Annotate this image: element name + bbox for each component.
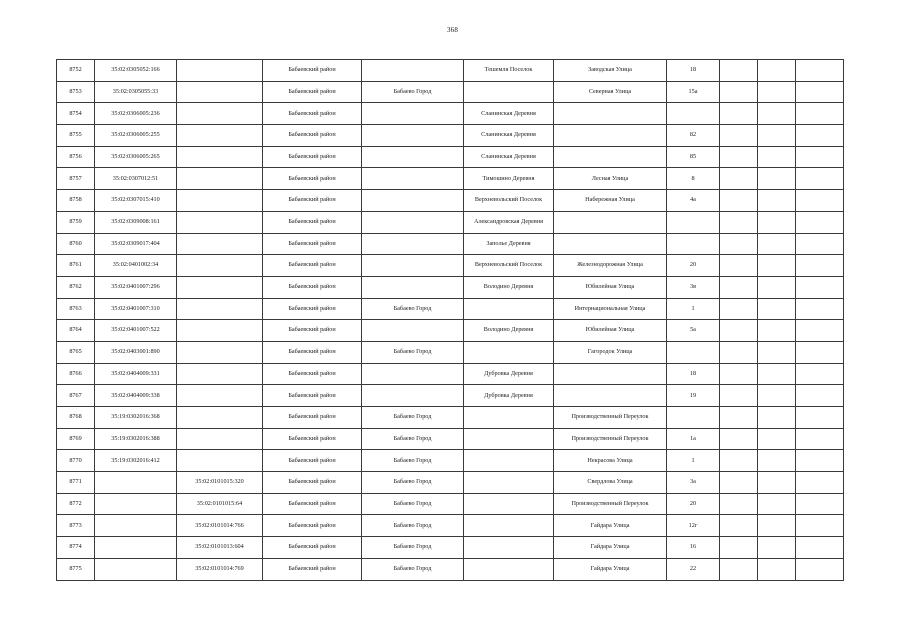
- cadastral-number-alt-cell: [177, 146, 263, 168]
- table-row: [57, 493, 844, 515]
- extra-cell-1: [720, 146, 758, 168]
- extra-cell-3: [796, 493, 844, 515]
- city-cell: [362, 320, 464, 342]
- table-row: [57, 190, 844, 212]
- cadastral-number-alt-cell: 35:02:0101014:769: [177, 558, 263, 580]
- district-cell: Бабаевский район: [263, 103, 362, 125]
- table-row: [57, 472, 844, 494]
- row-number-cell: 8752: [57, 60, 95, 82]
- extra-cell-3: [796, 81, 844, 103]
- street-cell: Гайдара Улица: [554, 537, 667, 559]
- extra-cell-2: [758, 255, 796, 277]
- settlement-cell: [464, 81, 554, 103]
- cadastral-number-cell: [95, 515, 177, 537]
- house-number-cell: 19: [667, 385, 720, 407]
- city-cell: Бабаево Город: [362, 450, 464, 472]
- street-cell: [554, 233, 667, 255]
- extra-cell-3: [796, 298, 844, 320]
- registry-table-body: [57, 60, 844, 581]
- table-row: [57, 103, 844, 125]
- row-number-cell: 8763: [57, 298, 95, 320]
- extra-cell-1: [720, 190, 758, 212]
- table-row: [57, 168, 844, 190]
- house-number-cell: 1: [667, 450, 720, 472]
- district-cell: Бабаевский район: [263, 493, 362, 515]
- city-cell: [362, 211, 464, 233]
- table-row: [57, 276, 844, 298]
- house-number-cell: [667, 407, 720, 429]
- district-cell: Бабаевский район: [263, 81, 362, 103]
- extra-cell-2: [758, 428, 796, 450]
- extra-cell-3: [796, 558, 844, 580]
- district-cell: Бабаевский район: [263, 558, 362, 580]
- city-cell: Бабаево Город: [362, 515, 464, 537]
- cadastral-number-cell: [95, 493, 177, 515]
- table-row: [57, 125, 844, 147]
- district-cell: Бабаевский район: [263, 233, 362, 255]
- district-cell: Бабаевский район: [263, 211, 362, 233]
- city-cell: [362, 276, 464, 298]
- city-cell: [362, 363, 464, 385]
- row-number-cell: 8761: [57, 255, 95, 277]
- settlement-cell: [464, 558, 554, 580]
- street-cell: Производственный Переулок: [554, 428, 667, 450]
- extra-cell-2: [758, 190, 796, 212]
- extra-cell-2: [758, 493, 796, 515]
- extra-cell-3: [796, 190, 844, 212]
- row-number-cell: 8753: [57, 81, 95, 103]
- cadastral-number-alt-cell: 35:02:0101013:604: [177, 537, 263, 559]
- cadastral-number-cell: [95, 558, 177, 580]
- settlement-cell: Тешемля Поселок: [464, 60, 554, 82]
- cadastral-number-cell: 35:02:0307012:51: [95, 168, 177, 190]
- city-cell: Бабаево Город: [362, 558, 464, 580]
- cadastral-number-alt-cell: [177, 103, 263, 125]
- house-number-cell: 85: [667, 146, 720, 168]
- cadastral-number-alt-cell: 35:02:0101015:320: [177, 472, 263, 494]
- street-cell: Набережная Улица: [554, 190, 667, 212]
- cadastral-number-cell: 35:02:0306005:265: [95, 146, 177, 168]
- city-cell: [362, 190, 464, 212]
- house-number-cell: 16: [667, 537, 720, 559]
- settlement-cell: Володино Деревня: [464, 320, 554, 342]
- settlement-cell: Дубровка Деревня: [464, 385, 554, 407]
- table-row: [57, 298, 844, 320]
- settlement-cell: [464, 341, 554, 363]
- house-number-cell: [667, 233, 720, 255]
- row-number-cell: 8757: [57, 168, 95, 190]
- street-cell: Интернациональная Улица: [554, 298, 667, 320]
- street-cell: Свердлова Улица: [554, 472, 667, 494]
- city-cell: [362, 60, 464, 82]
- extra-cell-3: [796, 320, 844, 342]
- street-cell: [554, 211, 667, 233]
- city-cell: [362, 125, 464, 147]
- cadastral-number-cell: 35:02:0309017:404: [95, 233, 177, 255]
- extra-cell-3: [796, 450, 844, 472]
- extra-cell-1: [720, 298, 758, 320]
- house-number-cell: [667, 103, 720, 125]
- cadastral-number-cell: 35:02:0401002:34: [95, 255, 177, 277]
- city-cell: [362, 255, 464, 277]
- extra-cell-1: [720, 363, 758, 385]
- settlement-cell: [464, 515, 554, 537]
- cadastral-number-alt-cell: [177, 363, 263, 385]
- extra-cell-1: [720, 168, 758, 190]
- city-cell: [362, 103, 464, 125]
- street-cell: [554, 103, 667, 125]
- house-number-cell: 5а: [667, 320, 720, 342]
- cadastral-number-cell: 35:02:0306005:236: [95, 103, 177, 125]
- city-cell: [362, 146, 464, 168]
- extra-cell-3: [796, 472, 844, 494]
- extra-cell-2: [758, 320, 796, 342]
- extra-cell-1: [720, 428, 758, 450]
- street-cell: Лесная Улица: [554, 168, 667, 190]
- cadastral-number-alt-cell: [177, 428, 263, 450]
- house-number-cell: 1: [667, 298, 720, 320]
- table-row: [57, 233, 844, 255]
- district-cell: Бабаевский район: [263, 341, 362, 363]
- table-row: [57, 450, 844, 472]
- house-number-cell: 8: [667, 168, 720, 190]
- extra-cell-3: [796, 255, 844, 277]
- settlement-cell: Сланинская Деревня: [464, 146, 554, 168]
- cadastral-number-cell: 35:19:0302016:368: [95, 407, 177, 429]
- extra-cell-2: [758, 211, 796, 233]
- row-number-cell: 8755: [57, 125, 95, 147]
- extra-cell-1: [720, 558, 758, 580]
- district-cell: Бабаевский район: [263, 407, 362, 429]
- house-number-cell: 18: [667, 60, 720, 82]
- house-number-cell: 82: [667, 125, 720, 147]
- row-number-cell: 8767: [57, 385, 95, 407]
- cadastral-number-cell: 35:19:0302016:388: [95, 428, 177, 450]
- settlement-cell: Сланинская Деревня: [464, 125, 554, 147]
- street-cell: [554, 385, 667, 407]
- cadastral-number-cell: 35:02:0305055:33: [95, 81, 177, 103]
- extra-cell-1: [720, 537, 758, 559]
- cadastral-number-cell: 35:02:0306005:255: [95, 125, 177, 147]
- settlement-cell: [464, 428, 554, 450]
- extra-cell-2: [758, 276, 796, 298]
- table-row: [57, 385, 844, 407]
- row-number-cell: 8754: [57, 103, 95, 125]
- cadastral-number-alt-cell: [177, 341, 263, 363]
- extra-cell-3: [796, 211, 844, 233]
- cadastral-number-alt-cell: [177, 385, 263, 407]
- extra-cell-3: [796, 363, 844, 385]
- city-cell: Бабаево Город: [362, 537, 464, 559]
- house-number-cell: 1а: [667, 428, 720, 450]
- table-row: [57, 537, 844, 559]
- row-number-cell: 8759: [57, 211, 95, 233]
- cadastral-number-alt-cell: [177, 407, 263, 429]
- settlement-cell: Верхневольский Поселок: [464, 190, 554, 212]
- house-number-cell: 20: [667, 493, 720, 515]
- extra-cell-1: [720, 407, 758, 429]
- extra-cell-2: [758, 60, 796, 82]
- settlement-cell: Заполье Деревня: [464, 233, 554, 255]
- row-number-cell: 8770: [57, 450, 95, 472]
- cadastral-number-alt-cell: [177, 255, 263, 277]
- extra-cell-3: [796, 341, 844, 363]
- street-cell: Юбилейная Улица: [554, 276, 667, 298]
- row-number-cell: 8775: [57, 558, 95, 580]
- street-cell: Заводская Улица: [554, 60, 667, 82]
- extra-cell-2: [758, 385, 796, 407]
- page-number: 368: [446, 26, 459, 34]
- city-cell: [362, 385, 464, 407]
- table-row: [57, 60, 844, 82]
- cadastral-number-alt-cell: [177, 298, 263, 320]
- street-cell: Гайдара Улица: [554, 515, 667, 537]
- extra-cell-3: [796, 233, 844, 255]
- street-cell: Гайдара Улица: [554, 558, 667, 580]
- district-cell: Бабаевский район: [263, 60, 362, 82]
- cadastral-number-cell: 35:02:0401007:296: [95, 276, 177, 298]
- extra-cell-1: [720, 320, 758, 342]
- row-number-cell: 8766: [57, 363, 95, 385]
- cadastral-number-cell: 35:02:0404009:338: [95, 385, 177, 407]
- row-number-cell: 8762: [57, 276, 95, 298]
- row-number-cell: 8760: [57, 233, 95, 255]
- settlement-cell: [464, 450, 554, 472]
- street-cell: [554, 363, 667, 385]
- district-cell: Бабаевский район: [263, 125, 362, 147]
- settlement-cell: [464, 493, 554, 515]
- house-number-cell: 22: [667, 558, 720, 580]
- extra-cell-3: [796, 60, 844, 82]
- city-cell: Бабаево Город: [362, 493, 464, 515]
- city-cell: Бабаево Город: [362, 407, 464, 429]
- row-number-cell: 8771: [57, 472, 95, 494]
- district-cell: Бабаевский район: [263, 320, 362, 342]
- table-row: [57, 407, 844, 429]
- extra-cell-2: [758, 233, 796, 255]
- table-row: [57, 558, 844, 580]
- street-cell: Северная Улица: [554, 81, 667, 103]
- settlement-cell: Тимошино Деревня: [464, 168, 554, 190]
- extra-cell-3: [796, 385, 844, 407]
- street-cell: Производственный Переулок: [554, 493, 667, 515]
- street-cell: Производственный Переулок: [554, 407, 667, 429]
- cadastral-number-alt-cell: [177, 450, 263, 472]
- extra-cell-2: [758, 125, 796, 147]
- row-number-cell: 8768: [57, 407, 95, 429]
- extra-cell-3: [796, 168, 844, 190]
- house-number-cell: 12г: [667, 515, 720, 537]
- extra-cell-2: [758, 168, 796, 190]
- cadastral-number-alt-cell: [177, 211, 263, 233]
- cadastral-number-alt-cell: [177, 125, 263, 147]
- district-cell: Бабаевский район: [263, 385, 362, 407]
- district-cell: Бабаевский район: [263, 255, 362, 277]
- cadastral-number-cell: [95, 472, 177, 494]
- extra-cell-2: [758, 407, 796, 429]
- extra-cell-3: [796, 515, 844, 537]
- settlement-cell: [464, 537, 554, 559]
- settlement-cell: Сланинская Деревня: [464, 103, 554, 125]
- city-cell: Бабаево Город: [362, 428, 464, 450]
- cadastral-number-alt-cell: 35:02:0101014:766: [177, 515, 263, 537]
- extra-cell-3: [796, 428, 844, 450]
- extra-cell-3: [796, 407, 844, 429]
- cadastral-number-cell: [95, 537, 177, 559]
- district-cell: Бабаевский район: [263, 515, 362, 537]
- cadastral-number-alt-cell: [177, 190, 263, 212]
- extra-cell-2: [758, 298, 796, 320]
- cadastral-number-cell: 35:02:0401007:310: [95, 298, 177, 320]
- settlement-cell: [464, 407, 554, 429]
- table-row: [57, 146, 844, 168]
- street-cell: Юбилейная Улица: [554, 320, 667, 342]
- extra-cell-3: [796, 125, 844, 147]
- extra-cell-1: [720, 81, 758, 103]
- settlement-cell: Дубровка Деревня: [464, 363, 554, 385]
- extra-cell-2: [758, 515, 796, 537]
- street-cell: Железнодорожная Улица: [554, 255, 667, 277]
- row-number-cell: 8765: [57, 341, 95, 363]
- district-cell: Бабаевский район: [263, 450, 362, 472]
- house-number-cell: 15а: [667, 81, 720, 103]
- extra-cell-2: [758, 146, 796, 168]
- row-number-cell: 8774: [57, 537, 95, 559]
- district-cell: Бабаевский район: [263, 276, 362, 298]
- table-row: [57, 211, 844, 233]
- settlement-cell: [464, 472, 554, 494]
- cadastral-number-cell: 35:02:0309008:161: [95, 211, 177, 233]
- table-row: [57, 515, 844, 537]
- house-number-cell: 18: [667, 363, 720, 385]
- row-number-cell: 8773: [57, 515, 95, 537]
- row-number-cell: 8769: [57, 428, 95, 450]
- extra-cell-3: [796, 537, 844, 559]
- extra-cell-2: [758, 450, 796, 472]
- extra-cell-1: [720, 233, 758, 255]
- cadastral-number-alt-cell: [177, 276, 263, 298]
- extra-cell-1: [720, 211, 758, 233]
- cadastral-number-alt-cell: [177, 60, 263, 82]
- row-number-cell: 8772: [57, 493, 95, 515]
- city-cell: [362, 168, 464, 190]
- extra-cell-1: [720, 385, 758, 407]
- extra-cell-2: [758, 341, 796, 363]
- extra-cell-3: [796, 276, 844, 298]
- city-cell: Бабаево Город: [362, 81, 464, 103]
- extra-cell-1: [720, 472, 758, 494]
- extra-cell-2: [758, 558, 796, 580]
- district-cell: Бабаевский район: [263, 363, 362, 385]
- settlement-cell: [464, 298, 554, 320]
- cadastral-number-alt-cell: 35:02:0101015:64: [177, 493, 263, 515]
- row-number-cell: 8764: [57, 320, 95, 342]
- cadastral-number-alt-cell: [177, 81, 263, 103]
- house-number-cell: 20: [667, 255, 720, 277]
- settlement-cell: Александровская Деревня: [464, 211, 554, 233]
- cadastral-number-cell: 35:02:0404009:331: [95, 363, 177, 385]
- extra-cell-1: [720, 125, 758, 147]
- extra-cell-1: [720, 60, 758, 82]
- house-number-cell: 3в: [667, 276, 720, 298]
- cadastral-number-alt-cell: [177, 168, 263, 190]
- settlement-cell: Верхневольский Поселок: [464, 255, 554, 277]
- extra-cell-1: [720, 341, 758, 363]
- district-cell: Бабаевский район: [263, 190, 362, 212]
- extra-cell-1: [720, 255, 758, 277]
- cadastral-number-cell: 35:02:0307015:410: [95, 190, 177, 212]
- extra-cell-1: [720, 450, 758, 472]
- city-cell: [362, 233, 464, 255]
- extra-cell-1: [720, 493, 758, 515]
- city-cell: Бабаево Город: [362, 298, 464, 320]
- extra-cell-3: [796, 146, 844, 168]
- street-cell: Гагородок Улица: [554, 341, 667, 363]
- street-cell: [554, 125, 667, 147]
- cadastral-number-cell: 35:02:0401007:522: [95, 320, 177, 342]
- house-number-cell: [667, 341, 720, 363]
- cadastral-number-cell: 35:19:0302016:412: [95, 450, 177, 472]
- extra-cell-2: [758, 363, 796, 385]
- city-cell: Бабаево Город: [362, 341, 464, 363]
- extra-cell-2: [758, 103, 796, 125]
- district-cell: Бабаевский район: [263, 298, 362, 320]
- extra-cell-3: [796, 103, 844, 125]
- registry-table: [56, 59, 844, 581]
- district-cell: Бабаевский район: [263, 537, 362, 559]
- extra-cell-1: [720, 103, 758, 125]
- row-number-cell: 8756: [57, 146, 95, 168]
- settlement-cell: Володино Деревня: [464, 276, 554, 298]
- table-row: [57, 341, 844, 363]
- cadastral-number-cell: 35:02:0403001:890: [95, 341, 177, 363]
- district-cell: Бабаевский район: [263, 146, 362, 168]
- extra-cell-2: [758, 537, 796, 559]
- city-cell: Бабаево Город: [362, 472, 464, 494]
- house-number-cell: 4а: [667, 190, 720, 212]
- cadastral-number-alt-cell: [177, 233, 263, 255]
- district-cell: Бабаевский район: [263, 428, 362, 450]
- row-number-cell: 8758: [57, 190, 95, 212]
- district-cell: Бабаевский район: [263, 472, 362, 494]
- table-row: [57, 81, 844, 103]
- table-row: [57, 320, 844, 342]
- district-cell: Бабаевский район: [263, 168, 362, 190]
- house-number-cell: 3а: [667, 472, 720, 494]
- table-row: [57, 255, 844, 277]
- street-cell: [554, 146, 667, 168]
- extra-cell-1: [720, 515, 758, 537]
- house-number-cell: [667, 211, 720, 233]
- cadastral-number-cell: 35:02:0305052:166: [95, 60, 177, 82]
- table-row: [57, 428, 844, 450]
- extra-cell-2: [758, 81, 796, 103]
- table-row: [57, 363, 844, 385]
- extra-cell-1: [720, 276, 758, 298]
- street-cell: Некрасова Улица: [554, 450, 667, 472]
- cadastral-number-alt-cell: [177, 320, 263, 342]
- extra-cell-2: [758, 472, 796, 494]
